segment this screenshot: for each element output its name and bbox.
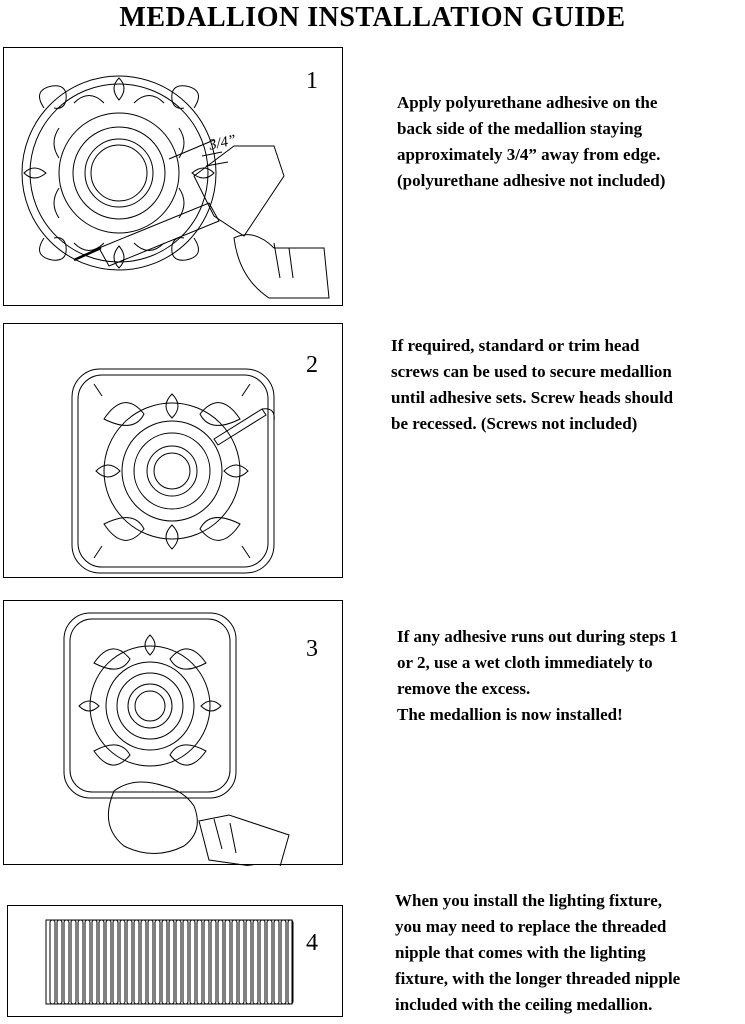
thread-ridge (141, 920, 146, 1004)
step-number: 2 (306, 352, 318, 378)
step-number: 1 (306, 68, 318, 94)
thread-ridge (232, 920, 237, 1004)
instruction-line: When you install the lighting fixture, (395, 891, 662, 910)
thread-ridge (50, 920, 55, 1004)
step-2-instructions (391, 333, 673, 437)
instruction-line: until adhesive sets. Screw heads should (391, 388, 674, 407)
thread-ridge (155, 920, 160, 1004)
step-1-instructions (397, 90, 665, 194)
thread-ridge (253, 920, 258, 1004)
thread-ridge (204, 920, 209, 1004)
thread-ridge (274, 920, 279, 1004)
instruction-line: screws can be used to secure medallion (391, 362, 672, 381)
thread-ridge (113, 920, 118, 1004)
page-title: MEDALLION INSTALLATION GUIDE (119, 2, 626, 33)
thread-ridge (176, 920, 181, 1004)
step-number: 4 (306, 930, 318, 956)
thread-ridge (211, 920, 216, 1004)
instruction-line: Apply polyurethane adhesive on the (397, 93, 658, 112)
thread-ridge (99, 920, 104, 1004)
step-3-illustration-panel (3, 600, 343, 865)
medallion-adhesive-illustration (4, 48, 344, 307)
thread-ridge (281, 920, 286, 1004)
thread-ridge (134, 920, 139, 1004)
thread-ridge (260, 920, 265, 1004)
step-2-illustration-panel (3, 323, 343, 578)
step-1-illustration-panel (3, 47, 343, 306)
thread-ridge (197, 920, 202, 1004)
thread-ridge (190, 920, 195, 1004)
thread-ridge (106, 920, 111, 1004)
step-4-instructions (395, 888, 680, 1018)
thread-ridge (85, 920, 90, 1004)
thread-ridge (169, 920, 174, 1004)
instruction-line: fixture, with the longer threaded nipple (395, 969, 681, 988)
thread-ridge (162, 920, 167, 1004)
thread-ridge (64, 920, 69, 1004)
thread-ridge (78, 920, 83, 1004)
thread-ridge (57, 920, 62, 1004)
thread-ridge (92, 920, 97, 1004)
instruction-line: The medallion is now installed! (397, 705, 623, 724)
thread-ridge (148, 920, 153, 1004)
thread-ridge (127, 920, 132, 1004)
instruction-line: or 2, use a wet cloth immediately to (397, 653, 653, 672)
instruction-line: back side of the medallion staying (397, 119, 643, 138)
instruction-line: If required, standard or trim head (391, 336, 640, 355)
threaded-nipple-illustration (8, 906, 344, 1018)
step-3-instructions (397, 624, 678, 728)
thread-ridge (225, 920, 230, 1004)
thread-ridge (246, 920, 251, 1004)
thread-ridge (183, 920, 188, 1004)
thread-ridge (71, 920, 76, 1004)
step-4-illustration-panel (7, 905, 343, 1017)
instruction-line: remove the excess. (397, 679, 531, 698)
instruction-line: be recessed. (Screws not included) (391, 414, 638, 433)
thread-ridge (218, 920, 223, 1004)
dimension-label: 3/4” (207, 132, 238, 154)
instruction-line: included with the ceiling medallion. (395, 995, 653, 1014)
instruction-line: If any adhesive runs out during steps 1 (397, 627, 679, 646)
instruction-line: (polyurethane adhesive not included) (397, 171, 666, 190)
medallion-screw-illustration (4, 324, 344, 579)
instruction-line: nipple that comes with the lighting (395, 943, 646, 962)
thread-ridge (239, 920, 244, 1004)
instruction-line: you may need to replace the threaded (395, 917, 667, 936)
step-number: 3 (306, 636, 318, 662)
instruction-line: approximately 3/4” away from edge. (397, 145, 661, 164)
thread-ridge (267, 920, 272, 1004)
thread-ridge (120, 920, 125, 1004)
medallion-cleanup-illustration (4, 601, 344, 866)
